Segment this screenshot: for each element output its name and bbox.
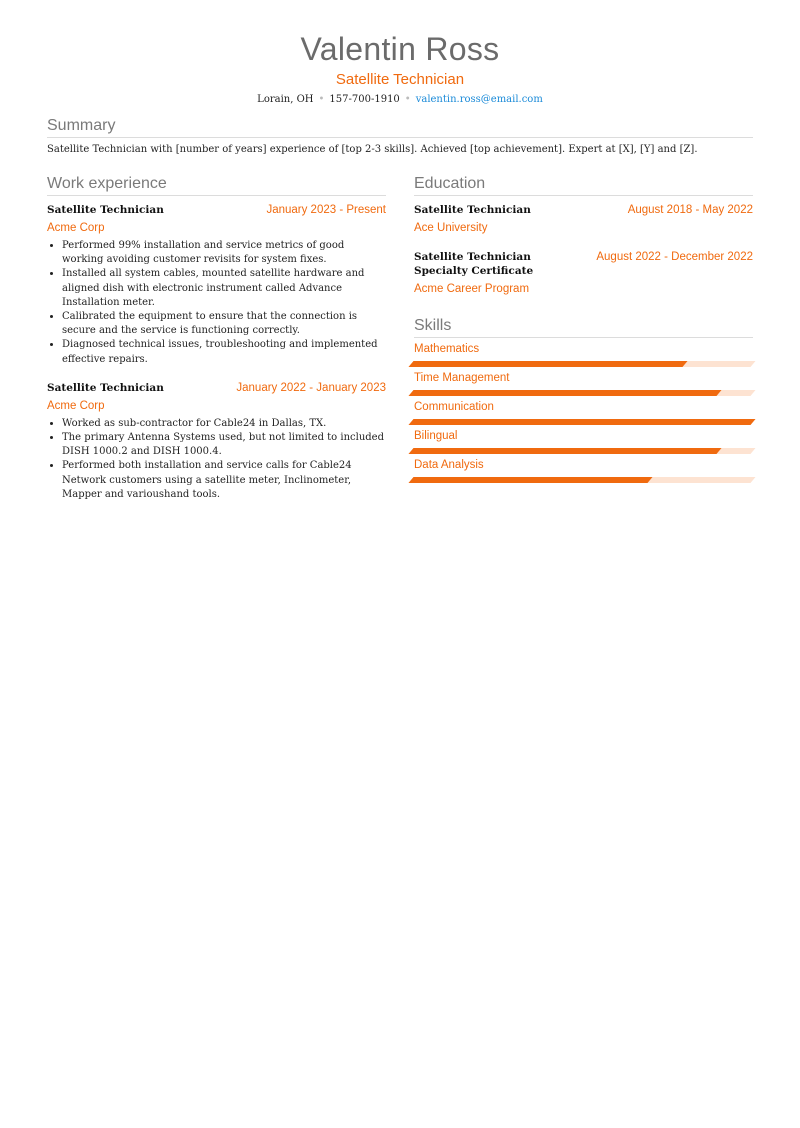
job-bullet: • The primary Antenna Systems used, but not limited to included DISH 1000.2 and DISH 1000.4.: [62, 431, 386, 459]
resume-header: [0, 0, 800, 108]
education-school: Ace University: [414, 222, 488, 234]
contact-line: [0, 92, 800, 108]
contact-location: Lorain, OH: [257, 94, 314, 105]
job-role: Satellite Technician: [47, 381, 164, 394]
skill-name: Bilingual: [414, 430, 458, 442]
skill-name: Time Management: [414, 372, 510, 384]
job-bullet: • Worked as sub-contractor for Cable24 in Dallas, TX.: [62, 417, 386, 431]
work-experience-section: [47, 174, 386, 502]
skill-name: Communication: [414, 401, 494, 413]
candidate-name: Valentin Ross: [300, 31, 500, 67]
job-bullet: • Calibrated the equipment to ensure that the connection is secure and the service is functioning correctly.: [62, 310, 386, 338]
skills-section: [414, 316, 753, 483]
contact-email-link[interactable]: valentin.ross@email.com: [415, 94, 543, 105]
education-dates: August 2018 - May 2022: [627, 204, 753, 216]
education-dates: August 2022 - December 2022: [596, 251, 753, 263]
candidate-title: Satellite Technician: [335, 71, 465, 88]
job-entry: [47, 381, 386, 502]
skill-level-bar: [411, 419, 753, 425]
skill-item: [414, 399, 753, 425]
education-entry: [414, 203, 753, 236]
summary-text: Satellite Technician with [number of years] experience of [top 2-3 skills]. Achieved [top achievement]. Expert at [X], [Y] and [Z].: [47, 144, 698, 155]
job-bullet: • Installed all system cables, mounted satellite hardware and aligned dish with electronic instrument called Advance Installation meter.: [62, 267, 386, 310]
job-company: Acme Corp: [47, 399, 105, 412]
skill-item: [414, 341, 753, 367]
education-degree: Satellite Technician: [414, 204, 531, 216]
skill-item: [414, 428, 753, 454]
job-bullet: • Diagnosed technical issues, troubleshooting and implemented effective repairs.: [62, 338, 386, 366]
job-company: Acme Corp: [47, 222, 105, 234]
education-heading: Education: [414, 174, 753, 196]
job-bullet: • Performed 99% installation and service metrics of good working avoiding customer revisits for system fixes.: [62, 239, 386, 267]
skill-fill: [408, 390, 721, 396]
education-school: Acme Career Program: [414, 283, 530, 295]
education-degree: Satellite Technician Specialty Certificate: [414, 251, 534, 277]
summary-heading: Summary: [47, 116, 753, 138]
skill-fill: [408, 419, 755, 425]
skill-fill: [408, 477, 652, 483]
work-heading: Work experience: [47, 174, 386, 196]
education-entry: [414, 250, 753, 297]
skill-name: Mathematics: [414, 343, 480, 355]
contact-phone: 157-700-1910: [329, 94, 400, 105]
separator-dot: •: [318, 94, 325, 105]
separator-dot: •: [404, 94, 411, 105]
skill-name: Data Analysis: [414, 459, 484, 471]
job-entry: [47, 203, 386, 367]
skill-item: [414, 370, 753, 396]
skill-level-bar: [411, 390, 753, 396]
job-dates: January 2022 - January 2023: [236, 381, 386, 394]
skill-level-bar: [411, 361, 753, 367]
right-column: [414, 174, 753, 483]
skill-item: [414, 457, 753, 483]
job-role: Satellite Technician: [47, 204, 164, 216]
summary-section: [47, 116, 753, 157]
skill-level-bar: [411, 477, 753, 483]
job-dates: January 2023 - Present: [266, 204, 386, 216]
skill-level-bar: [411, 448, 753, 454]
job-bullets: [47, 239, 386, 367]
job-bullets: [47, 417, 386, 502]
skills-heading: Skills: [414, 316, 753, 338]
job-bullet: • Performed both installation and service calls for Cable24 Network customers using a satellite meter, Inclinometer, Mapper and varioushand tools.: [62, 459, 386, 502]
skill-fill: [408, 361, 687, 367]
skill-fill: [408, 448, 721, 454]
